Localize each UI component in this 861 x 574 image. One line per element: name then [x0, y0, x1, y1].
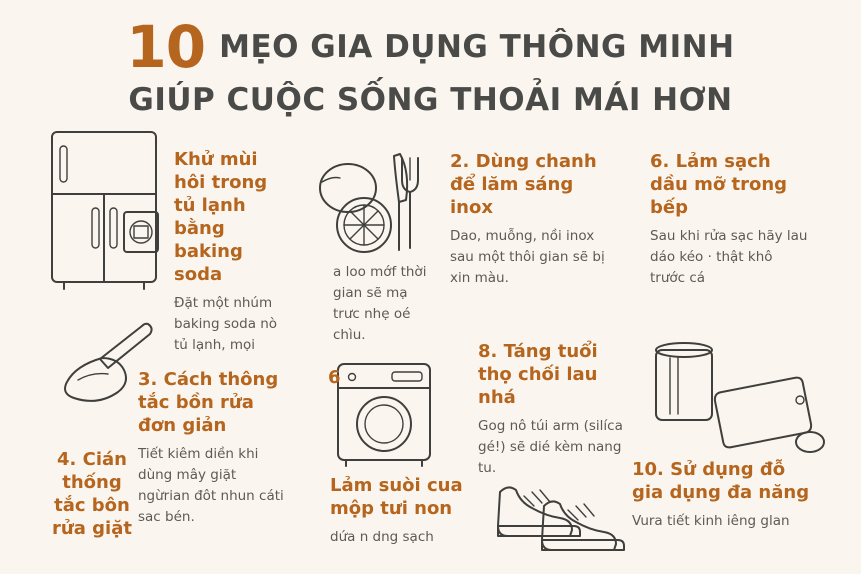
sneakers-icon — [482, 472, 632, 558]
tip-4-unclog-washer — [46, 448, 138, 540]
tip-2-heading-text: Dùng chanh để lăm sáng inox — [450, 151, 597, 219]
page-title — [0, 13, 861, 118]
tip-6a-heading — [650, 150, 810, 219]
tip-6b-heading: Lảm suòi cua mộp tưi non — [330, 475, 463, 520]
tip-10-multipurpose — [632, 458, 822, 532]
tip-2-number: 2. — [450, 151, 470, 172]
tip-6b-number: 6 — [328, 367, 341, 388]
tip-3-number: 3. — [138, 369, 158, 390]
tip-4-number: 4. — [57, 449, 77, 470]
tip-10-heading — [632, 458, 822, 504]
tip-2-body: Dao, muỗng, nồi inox sau một thôi gian sẽ bị xin màu. — [450, 228, 605, 286]
tip-2-heading — [450, 150, 615, 219]
tip-10-number: 10. — [632, 459, 664, 480]
tip-8-mop-lifespan — [478, 340, 628, 479]
tip-6-clean-grease — [650, 150, 810, 289]
tip-2-lemon-inox — [450, 150, 615, 289]
title-main-text: MẸO GIA DỤNG THÔNG MINH — [219, 28, 735, 65]
tip-3-unclog-sink — [138, 368, 288, 528]
tip-6a-number: 6. — [650, 151, 670, 172]
tip-6b-washing-machine — [330, 474, 468, 548]
jar-board-icon — [648, 338, 828, 468]
lemon-fork-icon — [314, 146, 432, 270]
tip-lemon-caption-body: a loo mớf thời gian sẽ mạ trưc nhẹ oé chìu. — [333, 264, 427, 343]
tip-3-heading-text: Cách thông tắc bồn rửa đơn giản — [138, 369, 279, 437]
tip-10-body: Vura tiết kinh iêng glan — [632, 513, 790, 530]
tip-6a-body: Sau khi rửa sạc hãy lau dáo kéo · thật khô trước cá — [650, 228, 808, 286]
tip-8-body: Gog nô túi arm (silíca gé!) sẽ dié kèm nang tu. — [478, 418, 623, 476]
tip-3-body: Tiết kiêm diền khi dùng mây giặt ngừrian đôt nhun cáti sac bén. — [138, 446, 284, 525]
tip-lemon-caption — [333, 262, 433, 346]
tip-6b-number-wrap — [328, 366, 342, 389]
tip-4-heading — [46, 448, 138, 540]
tip-1-heading: Khử mùi hôi trong tủ lạnh bằng baking soda — [174, 149, 268, 286]
tip-4-heading-text: Cián thống tắc bôn rửa giặt — [52, 449, 132, 540]
tip-8-heading — [478, 340, 628, 409]
title-big-number: 10 — [126, 13, 206, 81]
title-line-one — [0, 13, 861, 81]
tip-1-body: Đặt một nhúm baking soda nò tủ lạnh, mọi — [174, 295, 278, 354]
tip-3-heading — [138, 368, 288, 437]
title-sub-text: GIÚP CUỘC SỐNG THOẢI MÁI HƠN — [128, 82, 733, 118]
tip-1-fridge-odor — [174, 148, 294, 356]
refrigerator-icon — [46, 128, 171, 297]
tip-6a-heading-text: Lảm sạch dầu mỡ trong bếp — [650, 151, 788, 219]
tip-8-number: 8. — [478, 341, 498, 362]
tip-6b-body: dứa n dng sạch — [330, 529, 434, 546]
tip-10-heading-text: Sử dụng đỗ gia dụng đa năng — [632, 459, 810, 504]
tip-8-heading-text: Táng tuổi thọ chối lau nhá — [478, 341, 598, 409]
washing-machine-icon — [330, 358, 440, 472]
